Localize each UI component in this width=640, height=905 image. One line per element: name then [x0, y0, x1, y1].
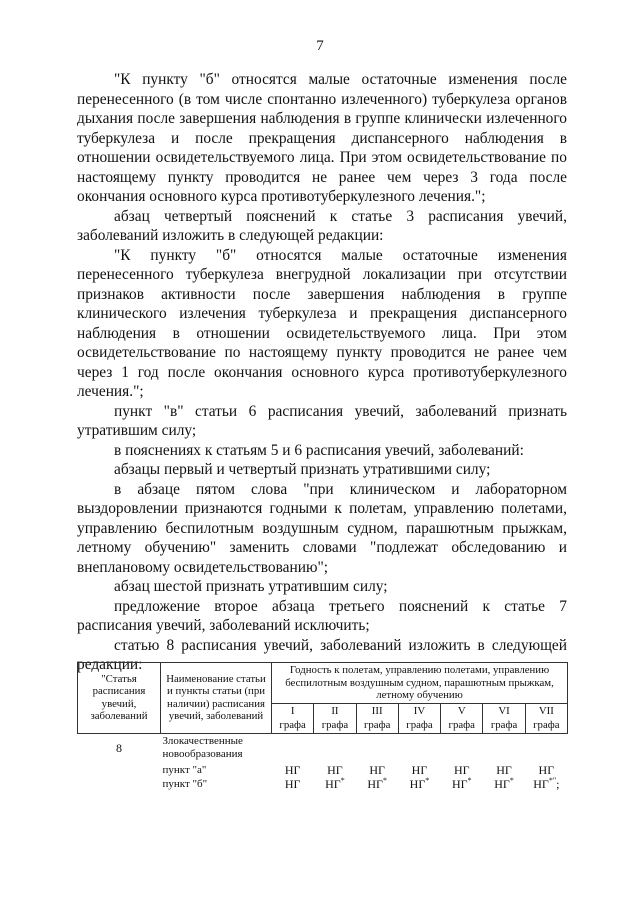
- item-name: пункт "а": [162, 763, 207, 776]
- graph-label: графа: [441, 718, 483, 733]
- paragraph-4: пункт "в" статьи 6 расписания увечий, заболеваний признать утратившим силу;: [77, 402, 567, 439]
- graph-number: VII: [525, 703, 567, 718]
- table-row: [78, 777, 568, 792]
- paragraph-8: абзац шестой признать утратившим силу;: [114, 578, 388, 595]
- fitness-value: НГ*: [451, 776, 472, 791]
- header-article-name: Наименование статьи и пункты статьи (при наличии) расписания увечий, заболеваний: [161, 663, 272, 734]
- paragraph-10: статью 8 расписания увечий, заболеваний изложить в следующей редакции:: [77, 636, 567, 673]
- item-name: пункт "б": [162, 778, 208, 790]
- row-end-punctuation: ;: [556, 777, 560, 791]
- graph-number: II: [314, 703, 356, 718]
- document-body: [77, 70, 567, 675]
- paragraph-1: "К пункту "б" относятся малые остаточные изменения после перенесенного (в том числе спонтанно излеченного) туберкулеза органов дыхания после завершения наблюдения в группе клинически излеченного туберкулеза и после прекращения диспансерного наблюдения в отношении освидетельствуемого лица. При этом освидетельствование по настоящему пункту проводится не ранее чем через 3 года после окончания основного курса противотуберкулезного лечения.";: [77, 71, 567, 205]
- article-number: 8: [116, 740, 122, 755]
- fitness-value: НГ*: [494, 776, 514, 791]
- graph-label: графа: [272, 718, 314, 733]
- paragraph-7: в абзаце пятом слова "при клиническом и лабораторном выздоровлении признаются годными к полетам, управлению полетами, управлению беспилотным воздушным судном, парашютным прыжкам, летному обучению" заменить словами "подлежат обследованию и внеплановому освидетельствованию";: [77, 480, 567, 576]
- fitness-value: НГ: [538, 762, 555, 777]
- graph-number: V: [441, 703, 483, 718]
- fitness-value: НГ*: [325, 776, 345, 791]
- graph-number: IV: [398, 703, 440, 718]
- fitness-value: НГ*: [367, 776, 387, 791]
- graph-label: графа: [525, 718, 567, 733]
- article-name: Злокачественные новообразования: [162, 734, 243, 760]
- fitness-value: НГ: [327, 762, 343, 777]
- graph-number: I: [272, 703, 314, 718]
- table-row: [78, 763, 568, 778]
- graph-label: графа: [356, 718, 398, 733]
- paragraph-6: абзацы первый и четвертый признать утратившими силу;: [114, 461, 491, 478]
- schedule-table: [77, 662, 568, 792]
- header-article: "Статья расписания увечий, заболеваний: [78, 663, 161, 734]
- fitness-value: НГ: [411, 762, 428, 777]
- graph-number: VI: [483, 703, 525, 718]
- paragraph-5: в пояснениях к статьям 5 и 6 расписания увечий, заболеваний:: [114, 441, 524, 459]
- paragraph-2: абзац четвертый пояснений к статье 3 расписания увечий, заболеваний изложить в следующей редакции:: [77, 207, 567, 244]
- fitness-value: НГ: [496, 762, 512, 777]
- graph-label: графа: [398, 718, 440, 733]
- fitness-value: НГ: [284, 762, 301, 777]
- graph-label: графа: [314, 718, 356, 733]
- fitness-value: НГ*";: [533, 776, 560, 791]
- fitness-value: НГ: [284, 777, 301, 791]
- graph-label: графа: [483, 718, 525, 733]
- graph-number: III: [356, 703, 398, 718]
- page-number: 7: [316, 38, 324, 54]
- fitness-value: НГ: [369, 762, 385, 777]
- header-fitness-group: Годность к полетам, управлению полетами, управлению беспилотным воздушным судном, парашютным прыжкам, летному обучению: [272, 663, 568, 704]
- fitness-value: НГ: [453, 762, 470, 777]
- paragraph-9: предложение второе абзаца третьего пояснений к статье 7 расписания увечий, заболеваний исключить;: [77, 597, 567, 634]
- article-row: [78, 733, 568, 763]
- fitness-value: НГ*: [409, 776, 430, 791]
- paragraph-3: "К пункту "б" относятся малые остаточные изменения перенесенного туберкулеза внегрудной локализации при отсутствии признаков активности после завершения наблюдения в группе клинического излечения туберкулеза и прекращения диспансерного наблюдения в отношении освидетельствуемого лица. При этом освидетельствование по настоящему пункту проводится не ранее чем через 1 год после окончания основного курса противотуберкулезного лечения.";: [77, 246, 567, 400]
